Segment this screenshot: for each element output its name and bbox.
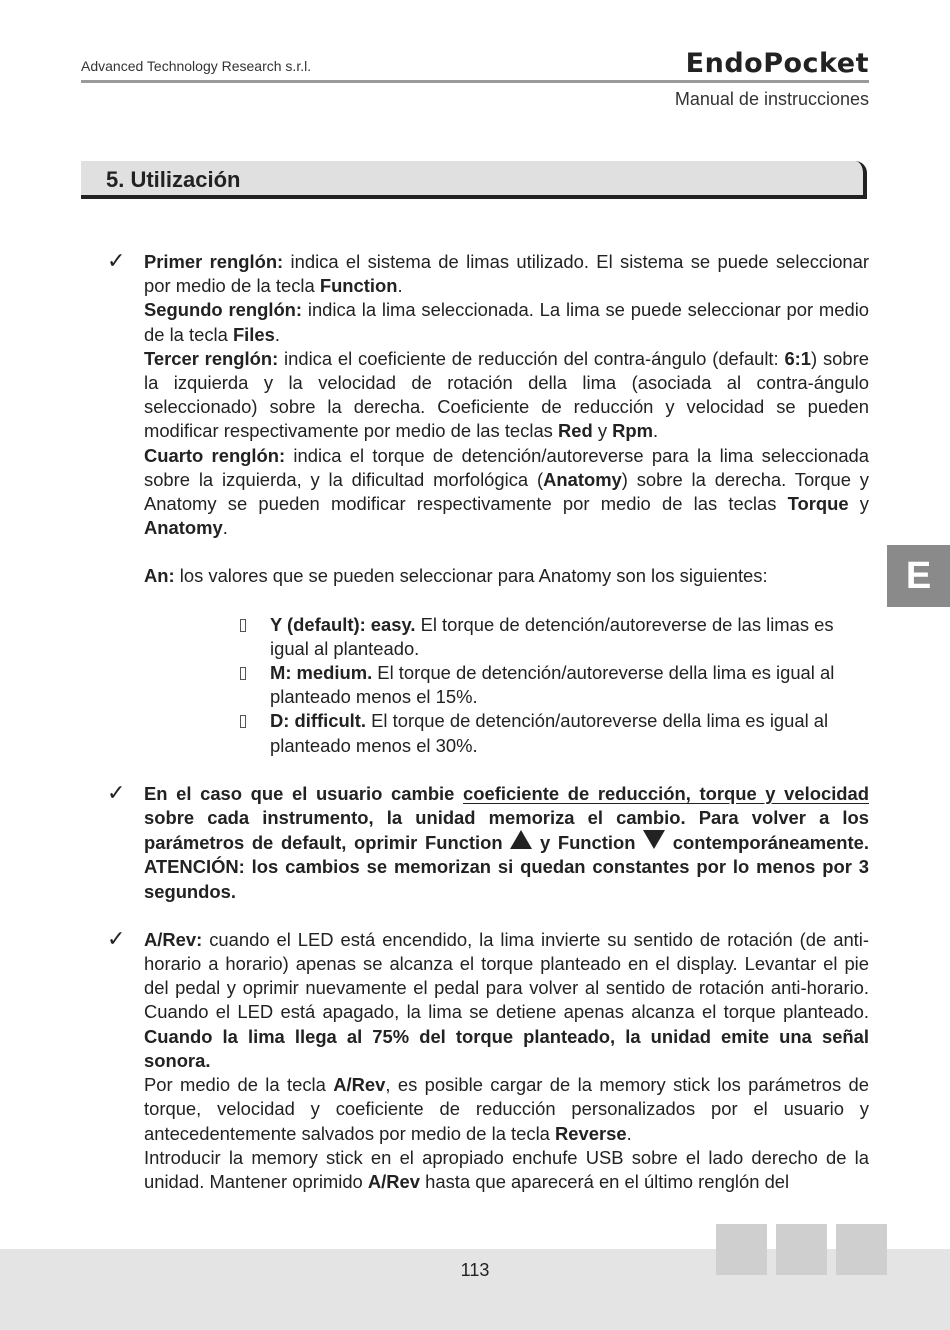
list-item: D: difficult. El torque de detención/autoreverse della lima es igual al planteado menos el 30%. — [238, 709, 869, 757]
section-title: 5. Utilización — [106, 167, 241, 192]
bullet-box-icon — [240, 715, 246, 728]
bullet-box-icon — [240, 667, 246, 680]
paragraph-first-line: Primer renglón: indica el sistema de limas utilizado. El sistema se puede seleccionar por medio de la tecla Function. — [144, 251, 870, 297]
arrow-down-icon — [643, 830, 665, 849]
page-number: 113 — [460, 1260, 490, 1280]
spacer — [144, 540, 869, 564]
side-tab-e: E — [887, 545, 950, 607]
company-name: Advanced Technology Research s.r.l. — [81, 58, 312, 74]
spacer — [144, 589, 869, 613]
paragraph-default-reset: En el caso que el usuario cambie coeficiente de reducción, torque y velocidad sobre cada instrumento, la unidad memoriza el cambio. Para volver a los parámetros de default, oprimir Function y Function contemporáneamente. ATENCIÓN: los cambios se memorizan si quedan constantes por lo menos por 3 segundos. — [144, 782, 869, 902]
footer-block — [776, 1224, 827, 1275]
arrow-up-icon — [510, 830, 532, 849]
paragraph-memory-stick-insert: Introducir la memory stick en el apropiado enchufe USB sobre el lado derecho de la unidad. Mantener oprimido A/Rev hasta que aparecerá en el último renglón del — [144, 1146, 869, 1192]
main-content — [107, 250, 869, 1194]
footer-block — [836, 1224, 887, 1275]
anatomy-options-list — [144, 613, 869, 758]
paragraph-anatomy: An: los valores que se pueden seleccionar para Anatomy son los siguientes: — [144, 565, 768, 587]
section-header — [81, 161, 867, 199]
manual-title: Manual de instrucciones — [674, 89, 869, 109]
footer-block — [716, 1224, 767, 1275]
list-item-default-reset — [107, 782, 869, 904]
check-icon: ✓ — [107, 780, 126, 806]
check-icon: ✓ — [107, 249, 126, 274]
list-item: Y (default): easy. El torque de detención/autoreverse de las limas es igual al planteado. — [238, 613, 869, 661]
paragraph-memory-stick-load: Por medio de la tecla A/Rev, es posible cargar de la memory stick los parámetros de torque, velocidad y coeficiente de reducción personalizados por el usuario y antecedentemente salvados por medio de la tecla Reverse. — [144, 1074, 870, 1144]
bullet-box-icon — [240, 619, 246, 632]
list-item: M: medium. El torque de detención/autoreverse della lima es igual al planteado menos el 15%. — [238, 661, 869, 709]
paragraph-second-line: Segundo renglón: indica la lima seleccionada. La lima se puede seleccionar por medio de la tecla Files. — [144, 299, 870, 345]
paragraph-third-line: Tercer renglón: indica el coeficiente de reducción del contra-ángulo (default: 6:1) sobre la izquierda y la velocidad de rotación della lima (asociada al contra-ángulo seleccionado) sobre la derecha. Coeficiente de reducción y velocidad se pueden modificar respectivamente por medio de las teclas Red y Rpm. — [144, 347, 869, 442]
header-rule — [81, 80, 869, 83]
list-item-arev — [107, 928, 869, 1194]
paragraph-arev: A/Rev: cuando el LED está encendido, la lima invierte su sentido de rotación (de anti-horario a horario) apenas se alcanza el torque planteado en el display. Levantar el pie del pedal y oprimir nuevamente el pedal para volver al sentido de rotación anti-horario. Cuando el LED está apagado, la lima se detiene apenas alcanza el torque planteado. Cuando la lima llega al 75% del torque planteado, la unidad emite una señal sonora. — [144, 928, 869, 1071]
check-icon: ✓ — [107, 926, 126, 952]
paragraph-fourth-line: Cuarto renglón: indica el torque de detención/autoreverse para la lima seleccionada sobre la izquierda, y la dificultad morfológica (Anatomy) sobre la derecha. Torque y Anatomy se pueden modificar respectivamente por medio de las teclas Torque y Anatomy. — [144, 444, 870, 539]
brand-logo: EndoPocket — [685, 48, 869, 79]
list-item-display-lines — [107, 250, 869, 758]
